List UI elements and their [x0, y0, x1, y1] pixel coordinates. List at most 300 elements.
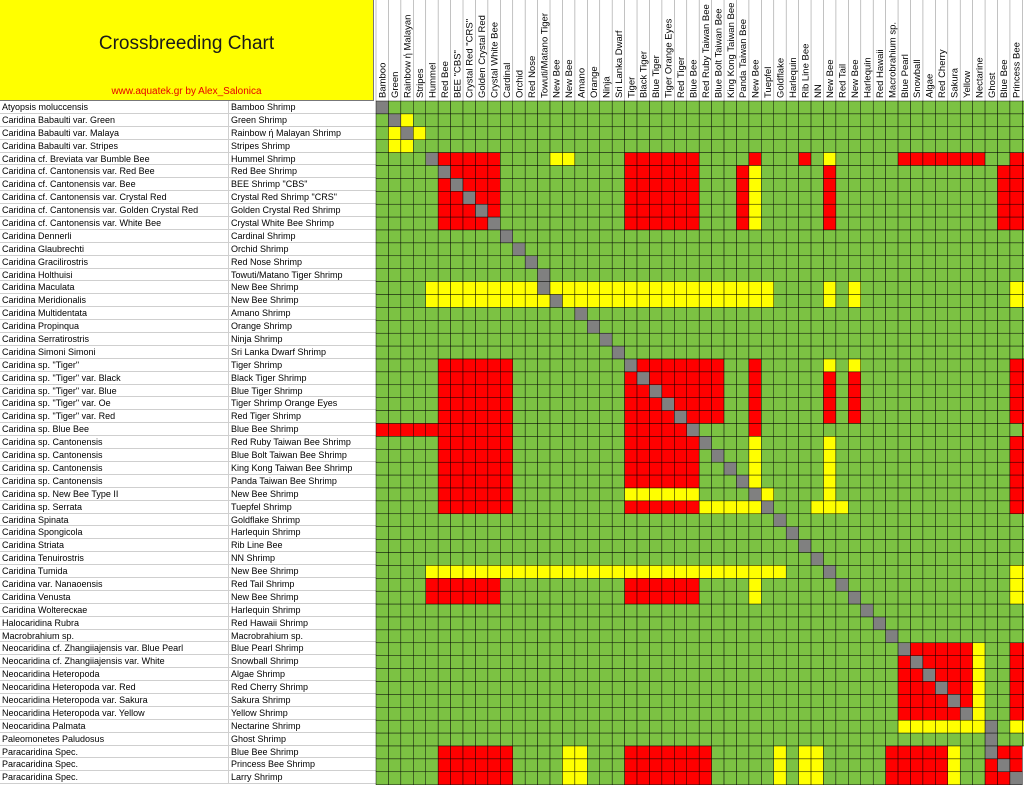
heatmap-cell	[836, 178, 848, 191]
heatmap-cell	[401, 475, 413, 488]
heatmap-cell	[612, 488, 624, 501]
heatmap-cell	[451, 398, 463, 411]
heatmap-cell	[761, 114, 773, 127]
heatmap-cell	[861, 514, 873, 527]
heatmap-cell	[948, 643, 960, 656]
heatmap-cell	[799, 436, 811, 449]
heatmap-cell	[910, 411, 922, 424]
heatmap-cell	[736, 540, 748, 553]
heatmap-cell	[413, 166, 425, 179]
heatmap-cell	[998, 501, 1010, 514]
common-name: Ghost Shrimp	[231, 733, 287, 744]
heatmap-cell	[836, 553, 848, 566]
heatmap-cell	[836, 411, 848, 424]
heatmap-cell	[935, 243, 947, 256]
heatmap-cell	[973, 669, 985, 682]
heatmap-cell	[848, 733, 860, 746]
heatmap-cell	[985, 436, 997, 449]
heatmap-cell	[687, 694, 699, 707]
heatmap-cell	[513, 682, 525, 695]
column-header-label: New Bee	[551, 59, 563, 98]
heatmap-cell	[898, 488, 910, 501]
heatmap-cell	[724, 488, 736, 501]
heatmap-cell	[376, 617, 388, 630]
heatmap-cell	[438, 178, 450, 191]
heatmap-cell	[960, 682, 972, 695]
heatmap-cell	[463, 746, 475, 759]
heatmap-cell	[699, 746, 711, 759]
heatmap-cell	[600, 759, 612, 772]
heatmap-cell	[774, 127, 786, 140]
diagonal-cell	[525, 256, 537, 269]
heatmap-cell	[562, 243, 574, 256]
heatmap-cell	[910, 166, 922, 179]
heatmap-cell	[712, 385, 724, 398]
heatmap-cell	[811, 436, 823, 449]
heatmap-cell	[935, 746, 947, 759]
heatmap-cell	[836, 462, 848, 475]
scientific-name: Caridina Wolterecкae	[0, 604, 229, 616]
heatmap-cell	[836, 707, 848, 720]
common-name: Bamboo Shrimp	[231, 102, 296, 112]
heatmap-cell	[475, 217, 487, 230]
heatmap-cell	[538, 578, 550, 591]
heatmap-cell	[923, 759, 935, 772]
heatmap-cell	[637, 578, 649, 591]
heatmap-cell	[388, 759, 400, 772]
heatmap-cell	[811, 295, 823, 308]
heatmap-cell	[749, 733, 761, 746]
heatmap-cell	[873, 540, 885, 553]
heatmap-cell	[799, 140, 811, 153]
heatmap-cell	[712, 682, 724, 695]
heatmap-cell	[898, 101, 910, 114]
column-header-label: Red Tail	[837, 63, 849, 98]
heatmap-cell	[513, 204, 525, 217]
heatmap-cell	[575, 436, 587, 449]
heatmap-cell	[873, 759, 885, 772]
heatmap-cell	[985, 269, 997, 282]
heatmap-cell	[923, 230, 935, 243]
heatmap-cell	[488, 514, 500, 527]
heatmap-cell	[699, 643, 711, 656]
heatmap-cell	[637, 282, 649, 295]
heatmap-cell	[587, 591, 599, 604]
heatmap-cell	[600, 320, 612, 333]
column-header-label: Red Nose	[526, 55, 538, 98]
heatmap-cell	[923, 617, 935, 630]
heatmap-cell	[910, 669, 922, 682]
heatmap-cell	[761, 436, 773, 449]
heatmap-cell	[699, 553, 711, 566]
heatmap-cell	[413, 553, 425, 566]
heatmap-cell	[724, 604, 736, 617]
heatmap-cell	[923, 707, 935, 720]
heatmap-cell	[935, 282, 947, 295]
heatmap-cell	[637, 385, 649, 398]
heatmap-cell	[625, 153, 637, 166]
heatmap-cell	[463, 462, 475, 475]
heatmap-cell	[525, 488, 537, 501]
heatmap-cell	[401, 359, 413, 372]
heatmap-cell	[687, 553, 699, 566]
heatmap-cell	[811, 514, 823, 527]
heatmap-cell	[488, 424, 500, 437]
heatmap-cell	[1010, 553, 1022, 566]
heatmap-cell	[699, 127, 711, 140]
heatmap-cell	[960, 411, 972, 424]
heatmap-cell	[774, 385, 786, 398]
common-name: Harlequin Shrimp	[231, 604, 301, 615]
heatmap-cell	[687, 217, 699, 230]
heatmap-cell	[923, 604, 935, 617]
heatmap-cell	[662, 617, 674, 630]
heatmap-cell	[687, 333, 699, 346]
heatmap-cell	[960, 295, 972, 308]
scientific-name: Caridina cf. Cantonensis var. Red Bee	[0, 165, 229, 177]
heatmap-cell	[388, 643, 400, 656]
heatmap-cell	[463, 230, 475, 243]
heatmap-cell	[786, 230, 798, 243]
heatmap-cell	[413, 127, 425, 140]
heatmap-cell	[388, 282, 400, 295]
heatmap-cell	[550, 140, 562, 153]
column-header-label: Black Tiger	[638, 51, 650, 98]
heatmap-cell	[500, 462, 512, 475]
heatmap-cell	[488, 488, 500, 501]
heatmap-cell	[960, 772, 972, 785]
heatmap-cell	[674, 694, 686, 707]
heatmap-cell	[475, 101, 487, 114]
heatmap-cell	[799, 346, 811, 359]
heatmap-cell	[898, 591, 910, 604]
heatmap-cell	[973, 462, 985, 475]
heatmap-cell	[575, 411, 587, 424]
heatmap-cell	[625, 591, 637, 604]
heatmap-cell	[475, 243, 487, 256]
common-name: King Kong Taiwan Bee Shrimp	[231, 462, 353, 473]
heatmap-cell	[898, 166, 910, 179]
heatmap-cell	[426, 230, 438, 243]
heatmap-cell	[674, 488, 686, 501]
heatmap-cell	[761, 346, 773, 359]
heatmap-cell	[749, 682, 761, 695]
heatmap-cell	[910, 527, 922, 540]
heatmap-cell	[388, 127, 400, 140]
heatmap-cell	[786, 630, 798, 643]
heatmap-cell	[799, 282, 811, 295]
heatmap-cell	[388, 372, 400, 385]
heatmap-cell	[873, 295, 885, 308]
heatmap-cell	[649, 153, 661, 166]
heatmap-cell	[774, 372, 786, 385]
heatmap-cell	[749, 127, 761, 140]
heatmap-cell	[861, 153, 873, 166]
heatmap-cell	[662, 488, 674, 501]
common-name: Blue Bee Shrimp	[231, 424, 299, 435]
heatmap-cell	[848, 669, 860, 682]
heatmap-cell	[848, 153, 860, 166]
heatmap-cell	[786, 720, 798, 733]
heatmap-cell	[1010, 411, 1022, 424]
heatmap-cell	[774, 178, 786, 191]
heatmap-cell	[836, 127, 848, 140]
heatmap-cell	[973, 720, 985, 733]
heatmap-cell	[724, 475, 736, 488]
heatmap-cell	[749, 643, 761, 656]
heatmap-cell	[587, 282, 599, 295]
heatmap-cell	[687, 578, 699, 591]
heatmap-cell	[438, 230, 450, 243]
heatmap-cell	[761, 720, 773, 733]
heatmap-cell	[886, 707, 898, 720]
heatmap-cell	[525, 772, 537, 785]
heatmap-cell	[475, 307, 487, 320]
heatmap-cell	[836, 140, 848, 153]
heatmap-cell	[848, 462, 860, 475]
chart-subtitle-link[interactable]: www.aquatek.gr by Alex_Salonica	[111, 86, 262, 97]
heatmap-cell	[749, 656, 761, 669]
heatmap-cell	[724, 346, 736, 359]
heatmap-cell	[724, 591, 736, 604]
heatmap-cell	[475, 565, 487, 578]
heatmap-cell	[525, 656, 537, 669]
heatmap-cell	[513, 527, 525, 540]
heatmap-cell	[388, 733, 400, 746]
heatmap-cell	[898, 178, 910, 191]
heatmap-cell	[637, 565, 649, 578]
heatmap-cell	[861, 359, 873, 372]
heatmap-cell	[799, 488, 811, 501]
heatmap-cell	[836, 501, 848, 514]
heatmap-cell	[985, 372, 997, 385]
heatmap-cell	[910, 720, 922, 733]
heatmap-cell	[500, 114, 512, 127]
heatmap-cell	[426, 217, 438, 230]
common-name: Red Tiger Shrimp	[231, 411, 302, 422]
heatmap-cell	[910, 178, 922, 191]
heatmap-cell	[625, 333, 637, 346]
heatmap-cell	[637, 462, 649, 475]
heatmap-cell	[998, 617, 1010, 630]
heatmap-cell	[749, 217, 761, 230]
heatmap-cell	[538, 230, 550, 243]
column-header-label: Tiger Orange Eyes	[663, 18, 675, 98]
heatmap-cell	[699, 204, 711, 217]
heatmap-cell	[749, 449, 761, 462]
heatmap-cell	[923, 178, 935, 191]
heatmap-cell	[923, 591, 935, 604]
heatmap-cell	[935, 604, 947, 617]
heatmap-cell	[799, 772, 811, 785]
heatmap-cell	[699, 488, 711, 501]
heatmap-cell	[935, 488, 947, 501]
common-name: Blue Pearl Shrimp	[231, 643, 304, 654]
heatmap-cell	[823, 307, 835, 320]
heatmap-cell	[600, 772, 612, 785]
heatmap-cell	[612, 578, 624, 591]
heatmap-cell	[674, 346, 686, 359]
heatmap-cell	[401, 772, 413, 785]
heatmap-cell	[861, 669, 873, 682]
heatmap-cell	[451, 191, 463, 204]
heatmap-cell	[712, 153, 724, 166]
heatmap-cell	[774, 630, 786, 643]
heatmap-cell	[948, 682, 960, 695]
heatmap-cell	[960, 217, 972, 230]
heatmap-cell	[935, 114, 947, 127]
heatmap-cell	[935, 191, 947, 204]
heatmap-cell	[973, 346, 985, 359]
heatmap-cell	[662, 153, 674, 166]
heatmap-cell	[463, 166, 475, 179]
heatmap-cell	[649, 424, 661, 437]
heatmap-cell	[886, 114, 898, 127]
heatmap-cell	[823, 501, 835, 514]
heatmap-cell	[488, 617, 500, 630]
heatmap-cell	[935, 411, 947, 424]
heatmap-cell	[985, 578, 997, 591]
heatmap-cell	[935, 166, 947, 179]
heatmap-cell	[401, 759, 413, 772]
heatmap-cell	[538, 333, 550, 346]
heatmap-cell	[662, 707, 674, 720]
heatmap-cell	[562, 617, 574, 630]
heatmap-cell	[923, 694, 935, 707]
heatmap-cell	[935, 424, 947, 437]
heatmap-cell	[935, 101, 947, 114]
heatmap-cell	[736, 101, 748, 114]
heatmap-cell	[985, 553, 997, 566]
heatmap-cell	[749, 617, 761, 630]
heatmap-cell	[736, 178, 748, 191]
scientific-name: Paleomonetes Paludosus	[0, 733, 229, 745]
heatmap-cell	[376, 488, 388, 501]
heatmap-cell	[475, 527, 487, 540]
heatmap-cell	[749, 514, 761, 527]
heatmap-cell	[413, 411, 425, 424]
heatmap-cell	[873, 694, 885, 707]
heatmap-cell	[625, 630, 637, 643]
heatmap-cell	[823, 617, 835, 630]
heatmap-cell	[786, 140, 798, 153]
heatmap-cell	[637, 540, 649, 553]
heatmap-cell	[500, 475, 512, 488]
heatmap-cell	[488, 230, 500, 243]
heatmap-cell	[438, 746, 450, 759]
heatmap-cell	[600, 733, 612, 746]
heatmap-cell	[488, 166, 500, 179]
scientific-name: Caridina Glaubrechti	[0, 243, 229, 255]
heatmap-cell	[973, 411, 985, 424]
heatmap-cell	[463, 256, 475, 269]
heatmap-cell	[426, 617, 438, 630]
heatmap-cell	[786, 359, 798, 372]
heatmap-cell	[562, 320, 574, 333]
heatmap-cell	[525, 153, 537, 166]
heatmap-cell	[637, 436, 649, 449]
heatmap-cell	[687, 359, 699, 372]
heatmap-cell	[960, 527, 972, 540]
heatmap-cell	[973, 114, 985, 127]
heatmap-cell	[985, 617, 997, 630]
heatmap-cell	[475, 540, 487, 553]
heatmap-cell	[736, 114, 748, 127]
heatmap-cell	[513, 346, 525, 359]
heatmap-cell	[625, 282, 637, 295]
heatmap-cell	[736, 514, 748, 527]
heatmap-cell	[500, 630, 512, 643]
heatmap-cell	[426, 436, 438, 449]
heatmap-cell	[948, 617, 960, 630]
heatmap-cell	[662, 527, 674, 540]
heatmap-cell	[761, 759, 773, 772]
heatmap-cell	[761, 707, 773, 720]
heatmap-cell	[848, 191, 860, 204]
heatmap-cell	[413, 346, 425, 359]
heatmap-cell	[575, 669, 587, 682]
heatmap-cell	[426, 127, 438, 140]
heatmap-cell	[761, 656, 773, 669]
heatmap-cell	[649, 282, 661, 295]
heatmap-cell	[786, 217, 798, 230]
heatmap-cell	[774, 295, 786, 308]
heatmap-cell	[985, 166, 997, 179]
heatmap-cell	[699, 411, 711, 424]
heatmap-cell	[910, 436, 922, 449]
heatmap-cell	[500, 333, 512, 346]
heatmap-cell	[500, 140, 512, 153]
heatmap-cell	[562, 204, 574, 217]
heatmap-cell	[451, 630, 463, 643]
heatmap-cell	[662, 320, 674, 333]
heatmap-cell	[836, 372, 848, 385]
heatmap-cell	[886, 166, 898, 179]
heatmap-cell	[786, 436, 798, 449]
heatmap-cell	[848, 772, 860, 785]
heatmap-cell	[376, 204, 388, 217]
heatmap-cell	[550, 694, 562, 707]
heatmap-cell	[998, 720, 1010, 733]
heatmap-cell	[587, 772, 599, 785]
heatmap-cell	[376, 269, 388, 282]
heatmap-cell	[600, 114, 612, 127]
heatmap-cell	[923, 411, 935, 424]
heatmap-cell	[960, 669, 972, 682]
heatmap-cell	[475, 333, 487, 346]
heatmap-cell	[388, 604, 400, 617]
heatmap-cell	[761, 617, 773, 630]
heatmap-cell	[1010, 243, 1022, 256]
heatmap-cell	[575, 553, 587, 566]
heatmap-cell	[587, 191, 599, 204]
heatmap-cell	[761, 694, 773, 707]
heatmap-cell	[736, 449, 748, 462]
heatmap-cell	[687, 256, 699, 269]
heatmap-cell	[662, 669, 674, 682]
heatmap-cell	[401, 372, 413, 385]
heatmap-cell	[973, 630, 985, 643]
heatmap-cell	[836, 733, 848, 746]
heatmap-cell	[600, 694, 612, 707]
heatmap-cell	[998, 411, 1010, 424]
scientific-name: Neocaridina Palmata	[0, 720, 229, 732]
heatmap-cell	[438, 191, 450, 204]
heatmap-cell	[426, 746, 438, 759]
heatmap-cell	[513, 694, 525, 707]
heatmap-cell	[836, 114, 848, 127]
heatmap-cell	[587, 553, 599, 566]
